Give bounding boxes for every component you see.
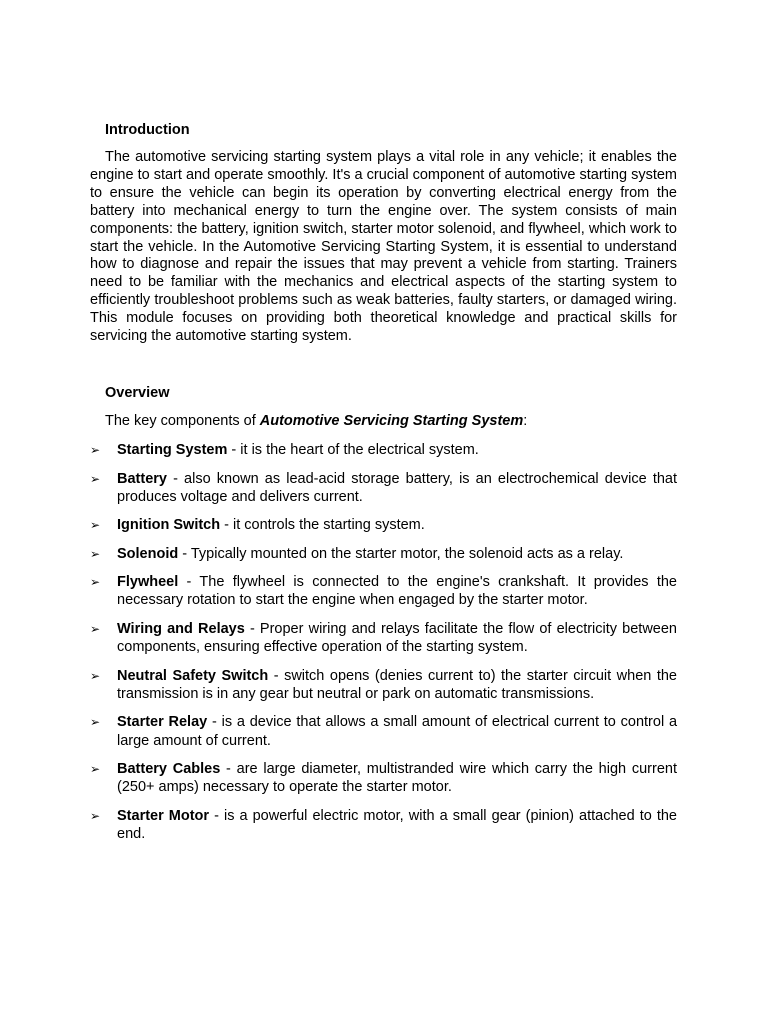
list-item xyxy=(90,667,677,703)
list-item xyxy=(90,620,677,656)
arrow-bullet-icon: ➢ xyxy=(90,621,101,636)
component-term: Wiring and Relays xyxy=(117,620,245,637)
key-components-emphasis: Automotive Servicing Starting System xyxy=(259,413,524,429)
arrow-bullet-icon: ➢ xyxy=(90,518,101,533)
component-term: Solenoid xyxy=(117,545,179,562)
arrow-bullet-icon: ➢ xyxy=(90,575,101,590)
arrow-bullet-icon: ➢ xyxy=(90,715,101,730)
component-description: - is a powerful electric motor, with a small gear (pinion) attached to the end. xyxy=(117,807,678,842)
list-item xyxy=(90,573,677,609)
key-components-list xyxy=(90,441,677,853)
arrow-bullet-icon: ➢ xyxy=(90,808,101,823)
arrow-bullet-icon: ➢ xyxy=(90,762,101,777)
list-item xyxy=(90,713,677,749)
component-term: Flywheel xyxy=(117,574,179,591)
component-description: - The flywheel is connected to the engine's crankshaft. It provides the necessary rotation to start the engine when engaged by the starter motor. xyxy=(117,574,677,609)
component-description: - also known as lead-acid storage battery, is an electrochemical device that produces voltage and delivers current. xyxy=(117,470,677,505)
component-term: Ignition Switch xyxy=(117,517,221,534)
introduction-paragraph xyxy=(90,149,677,346)
list-item xyxy=(90,516,677,534)
component-description: - it is the heart of the electrical system. xyxy=(227,442,479,458)
list-item xyxy=(90,441,677,459)
list-item xyxy=(90,807,677,843)
arrow-bullet-icon: ➢ xyxy=(90,443,101,457)
list-item xyxy=(90,470,677,506)
component-term: Starter Relay xyxy=(117,714,208,731)
component-term: Starter Motor xyxy=(117,807,210,824)
component-description: - are large diameter, multistranded wire which carry the high current (250+ amps) necessary to operate the starter motor. xyxy=(117,761,677,796)
component-description: - switch opens (denies current to) the starter circuit when the transmission is in any gear but neutral or park on automatic transmissions. xyxy=(117,667,677,702)
component-description: - it controls the starting system. xyxy=(220,517,425,534)
introduction-paragraph-text: The automotive servicing starting system plays a vital role in any vehicle; it enables the engine to start and operate smoothly. It's a crucial component of automotive starting system to ensure the vehicle can begin its operation by converting electrical energy from the battery into mechanical energy to turn the engine over. The system consists of main components: the battery, ignition switch, starter motor solenoid, and flywheel, which work to start the vehicle. In the Automotive Servicing Starting System, it is essential to understand how to diagnose and repair the issues that may prevent a vehicle from starting. Trainers need to be familiar with the mechanics and electrical aspects of the starting system to efficiently troubleshoot problems such as weak batteries, faulty starters, or damaged wiring. This module focuses on providing both theoretical knowledge and practical skills for servicing the automotive starting system. xyxy=(90,149,677,345)
component-term: Battery xyxy=(117,470,167,487)
component-term: Starting System xyxy=(117,442,228,458)
component-description: - Proper wiring and relays facilitate the flow of electricity between components, ensuring effective operation of the starting system. xyxy=(117,620,677,656)
component-description: - is a device that allows a small amount of electrical current to control a large amount of current. xyxy=(117,714,678,749)
overview-heading: Overview xyxy=(105,385,170,401)
introduction-heading: Introduction xyxy=(105,122,190,138)
key-components-prefix: The key components of xyxy=(105,413,260,429)
arrow-bullet-icon: ➢ xyxy=(90,546,101,561)
component-term: Neutral Safety Switch xyxy=(117,667,269,684)
arrow-bullet-icon: ➢ xyxy=(90,471,101,486)
list-item xyxy=(90,545,677,563)
key-components-intro xyxy=(105,412,527,430)
component-description: - Typically mounted on the starter motor, the solenoid acts as a relay. xyxy=(178,545,624,562)
component-term: Battery Cables xyxy=(117,761,221,778)
list-item xyxy=(90,760,677,796)
arrow-bullet-icon: ➢ xyxy=(90,668,101,683)
key-components-suffix: : xyxy=(523,413,528,429)
